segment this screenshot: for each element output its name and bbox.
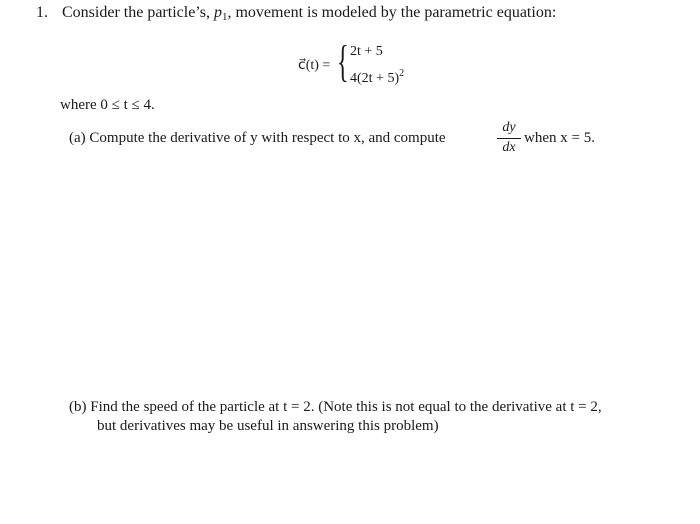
part-b-line-2: but derivatives may be useful in answering this problem): [97, 418, 439, 434]
part-a-tail: when x = 5.: [524, 130, 595, 146]
part-a-text: (a) Compute the derivative of y with respect to x, and compute: [69, 130, 446, 146]
equation-row-2-exponent: 2: [399, 68, 405, 79]
dy-dx-fraction: [497, 120, 521, 156]
question-number: 1.: [36, 4, 48, 21]
intro-text-after: , movement is modeled by the parametric equation:: [227, 4, 557, 21]
question-intro: [36, 4, 556, 23]
part-b-line-1: (b) Find the speed of the particle at t = 2. (Note this is not equal to the derivative at t = 2,: [69, 399, 602, 415]
equation-lhs: c⃗(t) =: [298, 58, 331, 73]
equation-row-1: 2t + 5: [350, 44, 383, 59]
particle-subscript: 1: [221, 11, 228, 23]
equation-row-2: [350, 68, 404, 87]
fraction-bar: [497, 138, 521, 139]
particle-symbol: p: [213, 4, 222, 21]
intro-text-before: Consider the particle’s,: [62, 4, 214, 21]
equation-row-2-base: 4(2t + 5): [350, 71, 400, 86]
equation-brace: {: [337, 37, 349, 86]
fraction-denominator: dx: [502, 140, 516, 155]
fraction-numerator: dy: [502, 120, 516, 135]
domain-statement: where 0 ≤ t ≤ 4.: [60, 97, 155, 113]
